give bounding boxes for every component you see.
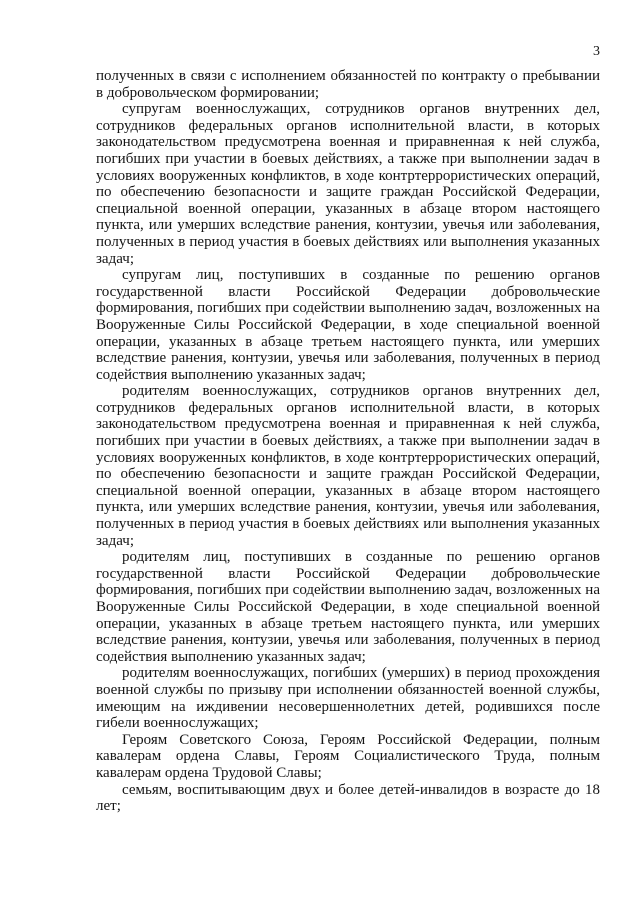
paragraph-families-disabled-children: семьям, воспитывающим двух и более детей-инвалидов в возрасте до 18 лет; bbox=[96, 781, 600, 815]
paragraph-parents-volunteers: родителям лиц, поступивших в созданные по решению органов государственной власти Российской Федерации добровольческие формирования, погибших при содействии выполнению задач, возложенных на Вооруженные Силы Российской Федерации, в ходе специальной военной операции, указанных в абзаце третьем настоящего пункта, или умерших вследствие ранения, контузии, увечья или заболевания, полученных в период содействия выполнению указанных задач; bbox=[96, 549, 600, 665]
paragraph-continuation: полученных в связи с исполнением обязанностей по контракту о пребывании в добровольческом формировании; bbox=[96, 68, 600, 101]
page-number: 3 bbox=[593, 44, 600, 59]
paragraph-parents-servicemen: родителям военнослужащих, сотрудников органов внутренних дел, сотрудников федеральных органов исполнительной власти, в которых законодательством предусмотрена военная и приравненная к ней служба, погибших при участии в боевых действиях, а также при выполнении задач в условиях вооруженных конфликтов, в ходе контртеррористических операций, по обеспечению безопасности и защите граждан Российской Федерации, специальной военной операции, указанных в абзаце втором настоящего пункта, или умерших вследствие ранения, контузии, увечья или заболевания, полученных в период участия в боевых действиях или выполнения указанных задач; bbox=[96, 383, 600, 549]
paragraph-parents-conscripts: родителям военнослужащих, погибших (умерших) в период прохождения военной службы по призыву при исполнении обязанностей военной службы, имеющим на иждивении несовершеннолетних детей, родившихся после гибели военнослужащих; bbox=[96, 665, 600, 732]
paragraph-spouses-servicemen: супругам военнослужащих, сотрудников органов внутренних дел, сотрудников федеральных органов исполнительной власти, в которых законодательством предусмотрена военная и приравненная к ней служба, погибших при участии в боевых действиях, а также при выполнении задач в условиях вооруженных конфликтов, в ходе контртеррористических операций, по обеспечению безопасности и защите граждан Российской Федерации, специальной военной операции, указанных в абзаце втором настоящего пункта, или умерших вследствие ранения, контузии, увечья или заболевания, полученных в период участия в боевых действиях или выполнения указанных задач; bbox=[96, 101, 600, 267]
paragraph-heroes: Героям Советского Союза, Героям Российской Федерации, полным кавалерам ордена Славы, Героям Социалистического Труда, полным кавалерам ордена Трудовой Славы; bbox=[96, 731, 600, 781]
document-body bbox=[96, 68, 600, 815]
paragraph-spouses-volunteers: супругам лиц, поступивших в созданные по решению органов государственной власти Российской Федерации добровольческие формирования, погибших при содействии выполнению задач, возложенных на Вооруженные Силы Российской Федерации, в ходе специальной военной операции, указанных в абзаце третьем настоящего пункта, или умерших вследствие ранения, контузии, увечья или заболевания, полученных в период содействия выполнению указанных задач; bbox=[96, 267, 600, 383]
